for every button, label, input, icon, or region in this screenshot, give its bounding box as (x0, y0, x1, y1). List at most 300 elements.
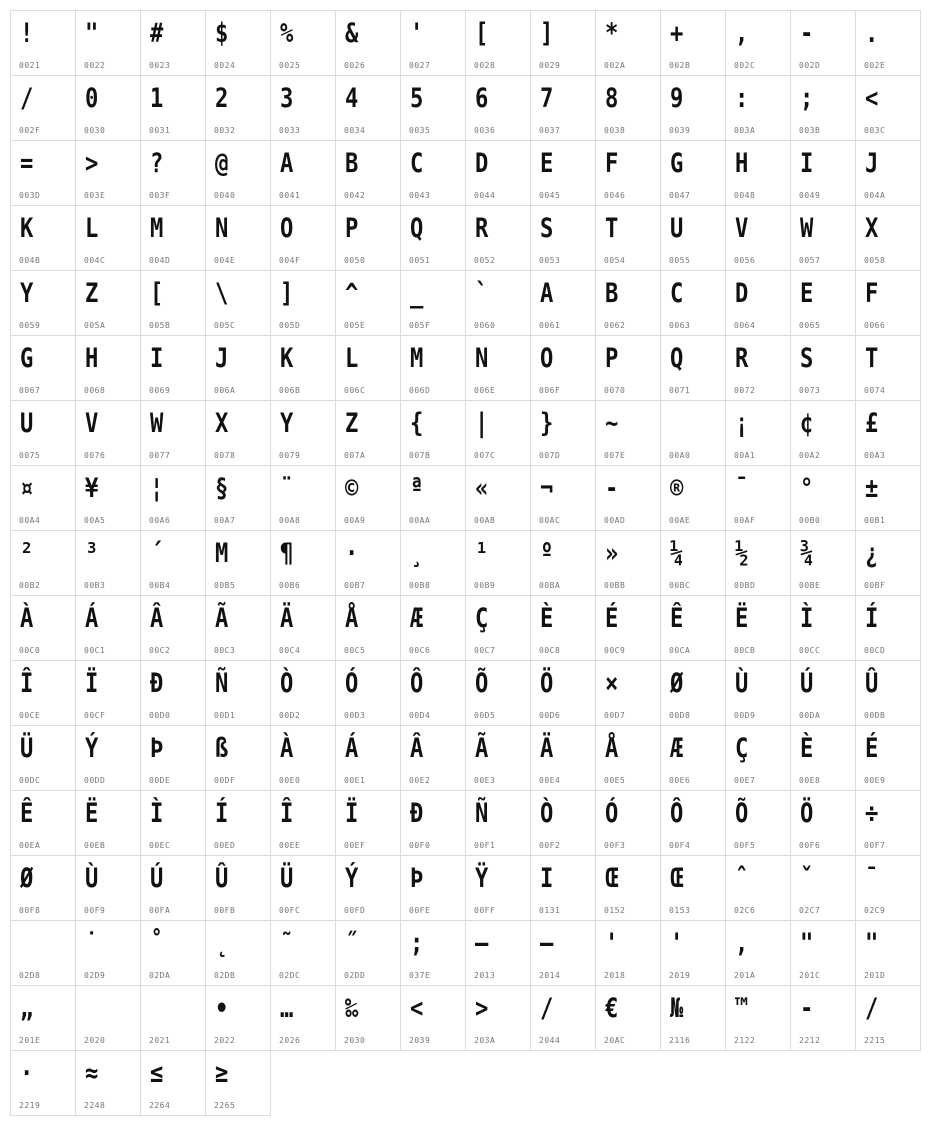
glyph-cell (75, 660, 141, 726)
glyph-char: Ë (85, 798, 99, 829)
codepoint-label: 00F2 (539, 841, 561, 850)
glyph-char: " (865, 928, 879, 959)
glyph-cell (270, 465, 336, 531)
glyph-char: Ç (475, 603, 489, 634)
glyph-cell (75, 270, 141, 336)
glyph-cell (725, 725, 791, 791)
glyph-cell (75, 790, 141, 856)
codepoint-label: 0031 (149, 126, 171, 135)
codepoint-label: 00CF (84, 711, 106, 720)
glyph-cell (855, 140, 921, 206)
glyph-cell (400, 10, 466, 76)
glyph-char: Ò (280, 668, 294, 699)
codepoint-label: 00D1 (214, 711, 236, 720)
codepoint-label: 007A (344, 451, 366, 460)
glyph-char: T (605, 213, 619, 244)
glyph-char: 9 (670, 83, 684, 114)
glyph-cell (790, 270, 856, 336)
codepoint-label: 0069 (149, 386, 171, 395)
glyph-char: B (345, 148, 359, 179)
glyph-char: S (540, 213, 554, 244)
glyph-cell (660, 205, 726, 271)
codepoint-label: 00E6 (669, 776, 691, 785)
codepoint-label: 0052 (474, 256, 496, 265)
glyph-cell (335, 660, 401, 726)
glyph-char: Þ (150, 733, 164, 764)
glyph-char: Ï (345, 798, 359, 829)
glyph-cell (270, 530, 336, 596)
glyph-cell (595, 725, 661, 791)
glyph-cell (855, 790, 921, 856)
codepoint-label: 00B9 (474, 581, 496, 590)
codepoint-label: 00FE (409, 906, 431, 915)
codepoint-label: 00CC (799, 646, 821, 655)
glyph-char: ³ (85, 538, 99, 569)
codepoint-label: 00DB (864, 711, 886, 720)
codepoint-label: 2026 (279, 1036, 301, 1045)
glyph-char: ¶ (280, 538, 294, 569)
glyph-cell (595, 400, 661, 466)
glyph-char: Ò (540, 798, 554, 829)
glyph-char: ½ (735, 538, 749, 569)
codepoint-label: 00B7 (344, 581, 366, 590)
glyph-char: È (800, 733, 814, 764)
glyph-cell (530, 790, 596, 856)
glyph-char: . (865, 18, 879, 49)
glyph-char: — (540, 928, 554, 959)
glyph-char: @ (215, 148, 229, 179)
glyph-cell (205, 270, 271, 336)
glyph-char: Ä (540, 733, 554, 764)
codepoint-label: 004F (279, 256, 301, 265)
codepoint-label: 00F4 (669, 841, 691, 850)
codepoint-label: 2020 (84, 1036, 106, 1045)
glyph-cell (335, 205, 401, 271)
glyph-cell (465, 985, 531, 1051)
codepoint-label: 2022 (214, 1036, 236, 1045)
codepoint-label: 0073 (799, 386, 821, 395)
codepoint-label: 00D4 (409, 711, 431, 720)
glyph-char: # (150, 18, 164, 49)
glyph-char: B (605, 278, 619, 309)
glyph-char: Ó (605, 798, 619, 829)
glyph-cell (725, 140, 791, 206)
glyph-char: ™ (735, 993, 749, 1024)
glyph-char: Ù (735, 668, 749, 699)
glyph-cell (855, 725, 921, 791)
codepoint-label: 002C (734, 61, 756, 70)
glyph-cell (335, 400, 401, 466)
glyph-cell (530, 855, 596, 921)
glyph-cell (790, 10, 856, 76)
codepoint-label: 00A3 (864, 451, 886, 460)
glyph-cell (335, 10, 401, 76)
glyph-cell (790, 75, 856, 141)
glyph-cell (335, 140, 401, 206)
codepoint-label: 00FA (149, 906, 171, 915)
glyph-char: Ñ (215, 668, 229, 699)
glyph-char: Ø (670, 668, 684, 699)
codepoint-label: 007B (409, 451, 431, 460)
glyph-cell (205, 205, 271, 271)
glyph-cell (660, 400, 726, 466)
glyph-cell (725, 595, 791, 661)
glyph-char: W (800, 213, 814, 244)
glyph-char: O (540, 343, 554, 374)
codepoint-label: 201C (799, 971, 821, 980)
glyph-cell (790, 400, 856, 466)
glyph-cell (10, 270, 76, 336)
codepoint-label: 0037 (539, 126, 561, 135)
glyph-cell (205, 1050, 271, 1116)
codepoint-label: 0057 (799, 256, 821, 265)
glyph-char: ' (410, 18, 424, 49)
glyph-char: Á (345, 733, 359, 764)
codepoint-label: 00F1 (474, 841, 496, 850)
glyph-cell (595, 790, 661, 856)
glyph-cell (205, 920, 271, 986)
glyph-cell (75, 140, 141, 206)
glyph-cell (140, 10, 206, 76)
glyph-cell (660, 660, 726, 726)
glyph-cell (725, 920, 791, 986)
glyph-char: ¹ (475, 538, 489, 569)
codepoint-label: 00C3 (214, 646, 236, 655)
glyph-cell (530, 920, 596, 986)
glyph-char: } (540, 408, 554, 439)
glyph-cell (10, 725, 76, 791)
glyph-cell (10, 400, 76, 466)
glyph-char: / (540, 993, 554, 1024)
glyph-char: F (865, 278, 879, 309)
codepoint-label: 00BF (864, 581, 886, 590)
glyph-char: : (735, 83, 749, 114)
codepoint-label: 004B (19, 256, 41, 265)
glyph-cell (140, 985, 206, 1051)
glyph-cell (530, 270, 596, 336)
glyph-char: Ú (150, 863, 164, 894)
codepoint-label: 007D (539, 451, 561, 460)
codepoint-label: 00B4 (149, 581, 171, 590)
codepoint-label: 00C9 (604, 646, 626, 655)
glyph-cell (205, 855, 271, 921)
glyph-cell (140, 75, 206, 141)
glyph-cell (530, 985, 596, 1051)
glyph-char: Ö (540, 668, 554, 699)
codepoint-label: 00B1 (864, 516, 886, 525)
codepoint-label: 00F5 (734, 841, 756, 850)
glyph-cell (75, 920, 141, 986)
glyph-cell (400, 595, 466, 661)
glyph-char: / (20, 83, 34, 114)
codepoint-label: 00C1 (84, 646, 106, 655)
glyph-cell (335, 855, 401, 921)
codepoint-label: 0048 (734, 191, 756, 200)
glyph-char: 8 (605, 83, 619, 114)
glyph-cell (660, 595, 726, 661)
glyph-cell (400, 920, 466, 986)
glyph-char: P (345, 213, 359, 244)
codepoint-label: 004D (149, 256, 171, 265)
glyph-char: \ (215, 278, 229, 309)
glyph-cell (855, 595, 921, 661)
codepoint-label: 0061 (539, 321, 561, 330)
codepoint-label: 0072 (734, 386, 756, 395)
codepoint-label: 00C7 (474, 646, 496, 655)
glyph-cell (205, 465, 271, 531)
glyph-char: © (345, 473, 359, 504)
codepoint-label: 00AD (604, 516, 626, 525)
glyph-char: Ì (800, 603, 814, 634)
glyph-char: Í (215, 798, 229, 829)
codepoint-label: 00D5 (474, 711, 496, 720)
glyph-char: < (865, 83, 879, 114)
codepoint-label: 0076 (84, 451, 106, 460)
codepoint-label: 00C5 (344, 646, 366, 655)
glyph-cell (855, 335, 921, 401)
glyph-char: ¾ (800, 538, 814, 569)
glyph-char: ´ (150, 538, 164, 569)
codepoint-label: 00B5 (214, 581, 236, 590)
glyph-cell (335, 335, 401, 401)
codepoint-label: 0077 (149, 451, 171, 460)
glyph-char: Â (150, 603, 164, 634)
codepoint-label: 003D (19, 191, 41, 200)
glyph-cell (790, 140, 856, 206)
glyph-char: ¢ (800, 408, 814, 439)
codepoint-label: 0055 (669, 256, 691, 265)
glyph-cell (855, 660, 921, 726)
codepoint-label: 00EC (149, 841, 171, 850)
glyph-cell (75, 335, 141, 401)
glyph-char: [ (150, 278, 164, 309)
glyph-cell (140, 595, 206, 661)
glyph-char: • (215, 993, 229, 1024)
glyph-cell (10, 465, 76, 531)
glyph-cell (140, 335, 206, 401)
codepoint-label: 0022 (84, 61, 106, 70)
glyph-cell (335, 790, 401, 856)
codepoint-label: 00A9 (344, 516, 366, 525)
glyph-char: V (735, 213, 749, 244)
codepoint-label: 0034 (344, 126, 366, 135)
glyph-cell (595, 10, 661, 76)
codepoint-label: 0033 (279, 126, 301, 135)
glyph-char: " (85, 18, 99, 49)
glyph-cell (270, 725, 336, 791)
glyph-char: Z (345, 408, 359, 439)
glyph-char: ˇ (800, 863, 814, 894)
glyph-char: Æ (670, 733, 684, 764)
glyph-char: R (735, 343, 749, 374)
codepoint-label: 2018 (604, 971, 626, 980)
glyph-char: ' (670, 928, 684, 959)
codepoint-label: 0056 (734, 256, 756, 265)
glyph-cell (270, 75, 336, 141)
glyph-cell (205, 660, 271, 726)
glyph-char: Õ (735, 798, 749, 829)
codepoint-label: 003A (734, 126, 756, 135)
glyph-cell (660, 985, 726, 1051)
glyph-cell (75, 855, 141, 921)
glyph-char: | (475, 408, 489, 439)
glyph-cell (595, 205, 661, 271)
glyph-char: Ë (735, 603, 749, 634)
codepoint-label: 00A7 (214, 516, 236, 525)
codepoint-label: 0071 (669, 386, 691, 395)
codepoint-label: 0064 (734, 321, 756, 330)
glyph-cell (660, 75, 726, 141)
codepoint-label: 002B (669, 61, 691, 70)
glyph-char: § (215, 473, 229, 504)
glyph-cell (465, 920, 531, 986)
codepoint-label: 00A4 (19, 516, 41, 525)
glyph-char: Î (20, 668, 34, 699)
codepoint-label: 00DE (149, 776, 171, 785)
glyph-cell (205, 140, 271, 206)
glyph-char: D (735, 278, 749, 309)
glyph-char: A (280, 148, 294, 179)
glyph-cell (530, 10, 596, 76)
glyph-cell (465, 205, 531, 271)
glyph-cell (725, 465, 791, 531)
glyph-char: > (475, 993, 489, 1024)
glyph-char: C (670, 278, 684, 309)
glyph-char: M (215, 538, 229, 569)
glyph-cell (400, 205, 466, 271)
glyph-char: { (410, 408, 424, 439)
glyph-cell (465, 75, 531, 141)
glyph-cell (855, 10, 921, 76)
codepoint-label: 007E (604, 451, 626, 460)
glyph-char: ≈ (85, 1058, 99, 1089)
glyph-cell (790, 595, 856, 661)
codepoint-label: 2248 (84, 1101, 106, 1110)
codepoint-label: 0021 (19, 61, 41, 70)
codepoint-label: 0047 (669, 191, 691, 200)
glyph-cell (140, 920, 206, 986)
glyph-char: Ç (735, 733, 749, 764)
glyph-cell (270, 270, 336, 336)
glyph-char: × (605, 668, 619, 699)
codepoint-label: 0025 (279, 61, 301, 70)
glyph-cell (725, 660, 791, 726)
glyph-char: ¼ (670, 538, 684, 569)
codepoint-label: 00B3 (84, 581, 106, 590)
glyph-char: N (475, 343, 489, 374)
glyph-cell (10, 855, 76, 921)
codepoint-label: 2014 (539, 971, 561, 980)
codepoint-label: 0131 (539, 906, 561, 915)
glyph-char: º (540, 538, 554, 569)
glyph-cell (790, 985, 856, 1051)
glyph-char: Ì (150, 798, 164, 829)
glyph-cell (140, 205, 206, 271)
glyph-cell (530, 335, 596, 401)
glyph-char: ¡ (735, 408, 749, 439)
codepoint-label: 0074 (864, 386, 886, 395)
glyph-char: = (20, 148, 34, 179)
glyph-char: I (540, 863, 554, 894)
codepoint-label: 2212 (799, 1036, 821, 1045)
codepoint-label: 0032 (214, 126, 236, 135)
codepoint-label: 00DD (84, 776, 106, 785)
glyph-char: ® (670, 473, 684, 504)
glyph-cell (660, 140, 726, 206)
codepoint-label: 00E3 (474, 776, 496, 785)
codepoint-label: 00C6 (409, 646, 431, 655)
glyph-char: S (800, 343, 814, 374)
glyph-cell (595, 920, 661, 986)
glyph-cell (855, 205, 921, 271)
glyph-char: ≤ (150, 1058, 164, 1089)
glyph-char: H (85, 343, 99, 374)
codepoint-label: 00EB (84, 841, 106, 850)
codepoint-label: 0051 (409, 256, 431, 265)
codepoint-label: 005F (409, 321, 431, 330)
glyph-char: > (85, 148, 99, 179)
glyph-char: Đ (410, 798, 424, 829)
glyph-char: H (735, 148, 749, 179)
glyph-cell (660, 530, 726, 596)
glyph-cell (205, 985, 271, 1051)
codepoint-label: 2265 (214, 1101, 236, 1110)
codepoint-label: 00BA (539, 581, 561, 590)
glyph-char: R (475, 213, 489, 244)
glyph-cell (595, 660, 661, 726)
glyph-cell (10, 660, 76, 726)
codepoint-label: 002A (604, 61, 626, 70)
codepoint-label: 00E0 (279, 776, 301, 785)
glyph-char: ] (280, 278, 294, 309)
glyph-cell (400, 75, 466, 141)
codepoint-label: 02DC (279, 971, 301, 980)
glyph-cell (270, 595, 336, 661)
codepoint-label: 2122 (734, 1036, 756, 1045)
glyph-char: + (670, 18, 684, 49)
glyph-cell (75, 985, 141, 1051)
codepoint-label: 00A8 (279, 516, 301, 525)
glyph-char: Ô (670, 798, 684, 829)
glyph-char: K (280, 343, 294, 374)
codepoint-label: 00F8 (19, 906, 41, 915)
codepoint-label: 0070 (604, 386, 626, 395)
glyph-char: È (540, 603, 554, 634)
codepoint-label: 0049 (799, 191, 821, 200)
codepoint-label: 00D9 (734, 711, 756, 720)
codepoint-label: 00B0 (799, 516, 821, 525)
codepoint-label: 02DD (344, 971, 366, 980)
glyph-char: N (215, 213, 229, 244)
codepoint-label: 00F3 (604, 841, 626, 850)
codepoint-label: 00A5 (84, 516, 106, 525)
codepoint-label: 00F0 (409, 841, 431, 850)
glyph-cell (270, 790, 336, 856)
glyph-char: K (20, 213, 34, 244)
glyph-char: Ó (345, 668, 359, 699)
codepoint-label: 004C (84, 256, 106, 265)
glyph-char: P (605, 343, 619, 374)
glyph-cell (595, 465, 661, 531)
glyph-char: E (540, 148, 554, 179)
glyph-cell (725, 400, 791, 466)
codepoint-label: 2019 (669, 971, 691, 980)
glyph-cell (595, 530, 661, 596)
glyph-cell (725, 855, 791, 921)
glyph-char: ˝ (345, 928, 359, 959)
glyph-cell (400, 985, 466, 1051)
glyph-cell (270, 920, 336, 986)
